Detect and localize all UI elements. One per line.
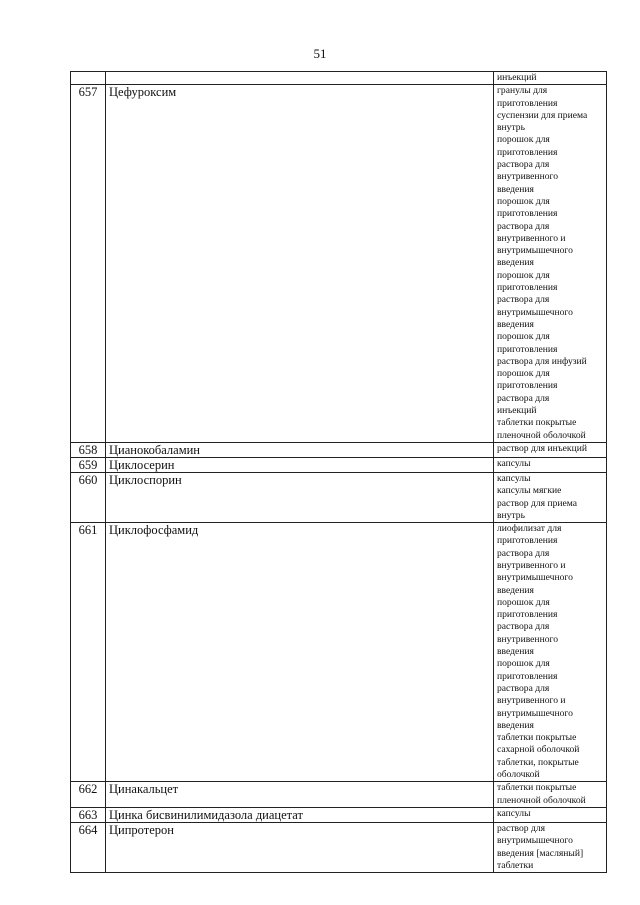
- drug-name: Ципротерон: [106, 822, 494, 872]
- drug-name: Циклоспорин: [106, 472, 494, 522]
- table-row: [71, 85, 607, 443]
- dosage-forms: капсулы: [494, 807, 607, 822]
- dosage-forms: раствор для внутримышечного введения [масляный] таблетки: [494, 822, 607, 872]
- row-number: 657: [71, 85, 106, 443]
- table-row: [71, 782, 607, 808]
- table-row: [71, 523, 607, 782]
- row-number: 663: [71, 807, 106, 822]
- dosage-forms: лиофилизат для приготовления раствора для внутривенного и внутримышечного введения порошок для приготовления раствора для внутривенного введения порошок для приготовления раствора для внутривенного и внутримышечного введения таблетки покрытые сахарной оболочкой таблетки, покрытые оболочкой: [494, 523, 607, 782]
- row-number: 662: [71, 782, 106, 808]
- page-number: 51: [313, 46, 327, 61]
- drug-table: [70, 71, 607, 873]
- drug-name: Цинакальцет: [106, 782, 494, 808]
- drug-name: Циклосерин: [106, 457, 494, 472]
- row-number: 660: [71, 472, 106, 522]
- dosage-forms: капсулы капсулы мягкие раствор для приема внутрь: [494, 472, 607, 522]
- drug-name: Цефуроксим: [106, 85, 494, 443]
- dosage-forms: инъекций: [494, 72, 607, 85]
- row-number: 661: [71, 523, 106, 782]
- drug-name: [106, 72, 494, 85]
- row-number: 659: [71, 457, 106, 472]
- dosage-forms: раствор для инъекций: [494, 442, 607, 457]
- table-row: [71, 457, 607, 472]
- table-row: [71, 472, 607, 522]
- dosage-forms: гранулы для приготовления суспензии для приема внутрь порошок для приготовления раствора для внутривенного введения порошок для приготовления раствора для внутривенного и внутримышечного введения порошок для приготовления раствора для внутримышечного введения порошок для приготовления раствора для инфузий порошок для приготовления раствора для инъекций таблетки покрытые пленочной оболочкой: [494, 85, 607, 443]
- drug-name: Цианокобаламин: [106, 442, 494, 457]
- drug-name: Цинка бисвинилимидазола диацетат: [106, 807, 494, 822]
- drug-name: Циклофосфамид: [106, 523, 494, 782]
- row-number: [71, 72, 106, 85]
- table-row: [71, 72, 607, 85]
- table-row: [71, 442, 607, 457]
- table-row: [71, 822, 607, 872]
- dosage-forms: таблетки покрытые пленочной оболочкой: [494, 782, 607, 808]
- row-number: 664: [71, 822, 106, 872]
- dosage-forms: капсулы: [494, 457, 607, 472]
- table-row: [71, 807, 607, 822]
- row-number: 658: [71, 442, 106, 457]
